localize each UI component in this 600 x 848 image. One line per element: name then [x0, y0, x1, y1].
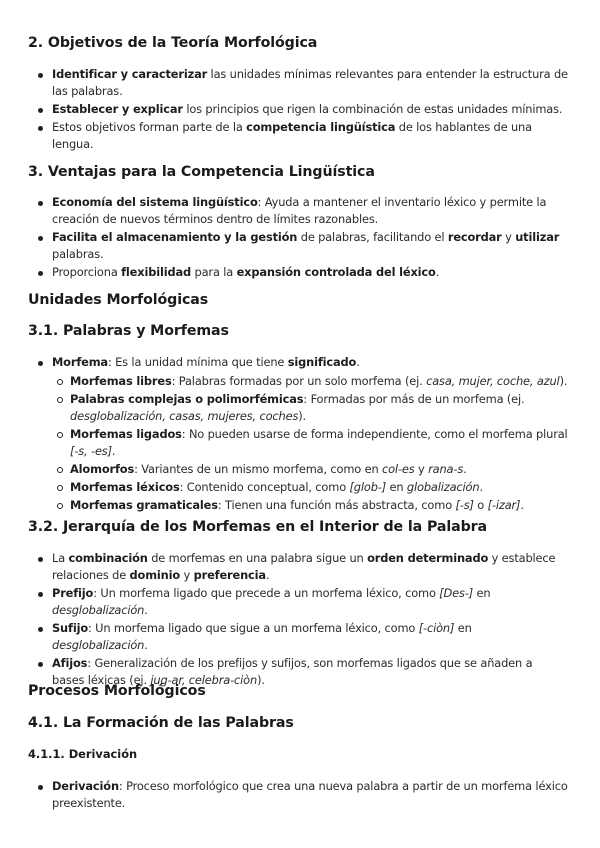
- list-item: Estos objetivos forman parte de la competencia lingüística de los hablantes de una lengua.: [52, 119, 568, 153]
- sub-list-item: Morfemas libres: Palabras formadas por un solo morfema (ej. casa, mujer, coche, azul).: [70, 374, 568, 388]
- list-item: Proporciona flexibilidad para la expansión controlada del léxico.: [52, 264, 568, 281]
- bullet-list: [52, 778, 568, 813]
- bullet-list: [52, 550, 568, 690]
- list-item: Prefijo: Un morfema ligado que precede a un morfema léxico, como [Des-] en desglobalización.: [52, 585, 568, 619]
- bullet-list: [52, 354, 568, 515]
- list-item: Establecer y explicar los principios que rigen la combinación de estas unidades mínimas.: [52, 101, 568, 118]
- section-heading: 3. Ventajas para la Competencia Lingüística: [28, 164, 375, 180]
- bullet-list: [52, 66, 568, 154]
- list-item: La combinación de morfemas en una palabra sigue un orden determinado y establece relaciones de dominio y preferencia.: [52, 550, 568, 584]
- section-heading: Unidades Morfológicas: [28, 292, 209, 308]
- section-heading: 3.1. Palabras y Morfemas: [28, 323, 229, 339]
- subsection-heading: 4.1.1. Derivación: [28, 747, 138, 761]
- sub-list-item: Morfemas léxicos: Contenido conceptual, como [glob-] en globalización.: [70, 479, 568, 496]
- sub-list-item: Morfemas ligados: No pueden usarse de forma independiente, como el morfema plural [-s, -es].: [70, 427, 568, 458]
- sub-list: [70, 373, 568, 514]
- bullet-list: [52, 194, 568, 282]
- sub-list-item: Palabras complejas o polimorfémicas: Formadas por más de un morfema (ej. desglobalización, casas, mujeres, coches).: [70, 391, 568, 425]
- sub-list-item: Alomorfos: Variantes de un mismo morfema, como en col-es y rana-s.: [70, 461, 568, 478]
- list-item: Morfema: Es la unidad mínima que tiene significado. Morfemas libres: Palabras formadas por un solo morfema (ej. casa, mujer, coche, azul). Palabras complejas o polimorfémicas: Formadas por más de un morfema (ej. desglobalización, casas, mujeres, coches). Morfemas ligados: No pueden usarse de forma independiente, como el morfema plural [-s, -es]. Alomorfos: Variantes de un mismo morfema, como en col-es y rana-s. Morfemas léxicos: Contenido conceptual, como [glob-] en globalización. Morfemas gramaticales: Tienen una función más abstracta, como [-s] o [-izar].: [52, 355, 568, 512]
- section-heading: 4.1. La Formación de las Palabras: [28, 715, 294, 731]
- list-item: Sufijo: Un morfema ligado que sigue a un morfema léxico, como [-ciòn] en desglobalización.: [52, 620, 568, 654]
- sub-list-item: Morfemas gramaticales: Tienen una función más abstracta, como [-s] o [-izar].: [70, 497, 568, 514]
- list-item: Identificar y caracterizar las unidades mínimas relevantes para entender la estructura de las palabras.: [52, 67, 568, 98]
- list-item: Derivación: Proceso morfológico que crea una nueva palabra a partir de un morfema léxico preexistente.: [52, 779, 568, 810]
- section-heading: 2. Objetivos de la Teoría Morfológica: [28, 35, 318, 51]
- section-heading: Procesos Morfológicos: [28, 683, 206, 699]
- section-heading: 3.2. Jerarquía de los Morfemas en el Interior de la Palabra: [28, 519, 488, 535]
- list-item: Facilita el almacenamiento y la gestión de palabras, facilitando el recordar y utilizar palabras.: [52, 229, 568, 263]
- list-item: Economía del sistema lingüístico: Ayuda a mantener el inventario léxico y permite la creación de nuevos términos dentro de límites razonables.: [52, 194, 568, 228]
- list-item: Afijos: Generalización de los prefijos y sufijos, son morfemas ligados que se añaden a bases léxicas (ej. jug-ar, celebra-ciòn).: [52, 655, 568, 689]
